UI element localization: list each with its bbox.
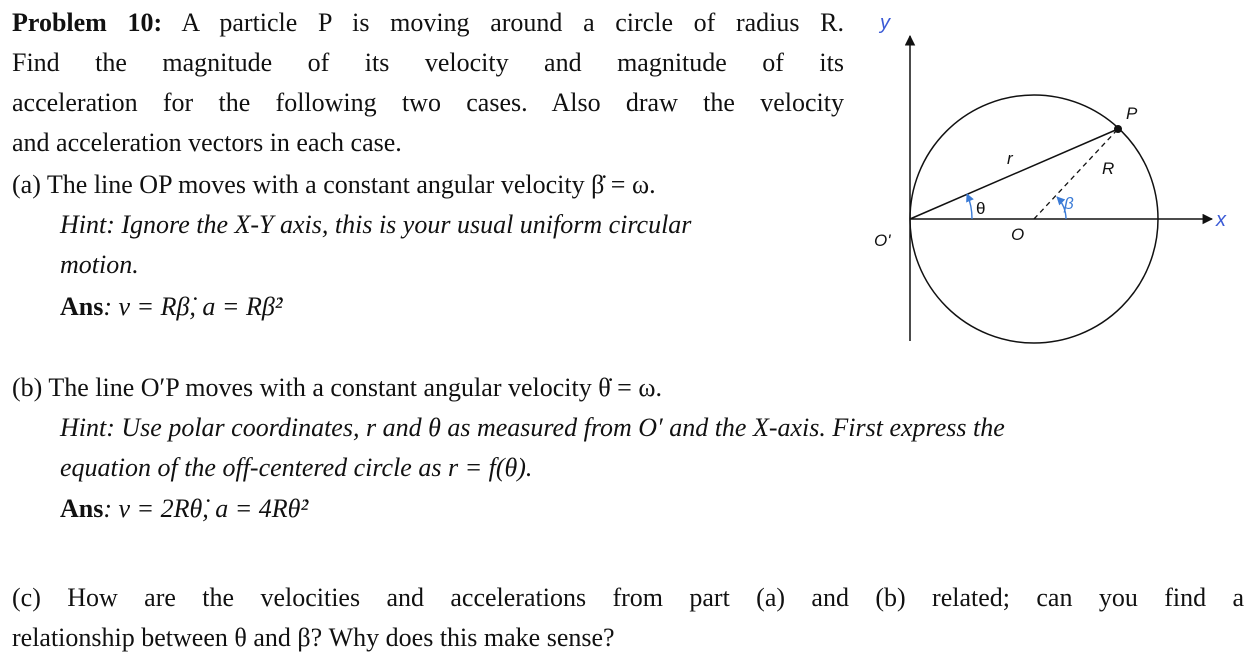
- part-a-hint-cont: motion.: [60, 250, 139, 279]
- circle-diagram: [866, 6, 1236, 351]
- line-o-prime-p: [910, 129, 1118, 219]
- part-c-question-line-1: (c) How are the velocities and accelerations from part (a) and (b) related; can you find a: [12, 583, 1245, 612]
- r-label: r: [1007, 149, 1013, 168]
- part-b-answer: Ans: v = 2Rθ̇, a = 4Rθ̇²: [60, 494, 309, 523]
- theta-label: θ: [976, 199, 986, 218]
- problem-heading: Problem 10:: [12, 8, 163, 37]
- center-o-label: O: [1011, 225, 1025, 244]
- y-axis-label: y: [880, 12, 890, 34]
- beta-label: β: [1064, 194, 1074, 213]
- part-c-label: (c): [12, 583, 41, 612]
- part-b-label: (b): [12, 373, 43, 402]
- problem-intro-line-3: acceleration for the following two cases. Also draw the velocity: [12, 88, 844, 117]
- part-b-hint: Hint: Use polar coordinates, r and θ as measured from O′ and the X-axis. First express the: [60, 413, 1005, 442]
- part-a-statement: (a) The line OP moves with a constant angular velocity β̇ = ω.: [12, 170, 656, 199]
- point-p: [1114, 125, 1122, 133]
- theta-arc: [967, 194, 972, 219]
- part-b-hint-cont: equation of the off-centered circle as r = f(θ).: [60, 453, 533, 482]
- part-a-answer: Ans: v = Rβ̇, a = Rβ̇²: [60, 292, 283, 321]
- origin-o-prime-label: O': [874, 231, 891, 250]
- x-axis-label: x: [1216, 209, 1226, 231]
- problem-intro-line-4: and acceleration vectors in each case.: [12, 128, 402, 157]
- point-p-label: P: [1126, 104, 1138, 123]
- part-b-ans-label: Ans: [60, 494, 104, 523]
- part-c-question-line-2: relationship between θ and β? Why does this make sense?: [12, 623, 615, 652]
- radius-r-label: R: [1102, 159, 1115, 178]
- problem-intro-line-1: Problem 10: A particle P is moving around a circle of radius R.: [12, 8, 844, 37]
- part-b-statement: (b) The line O′P moves with a constant angular velocity θ̇ = ω.: [12, 373, 662, 402]
- part-a-hint: Hint: Ignore the X-Y axis, this is your usual uniform circular: [60, 210, 692, 239]
- part-a-label: (a): [12, 170, 41, 199]
- problem-intro-line-2: Find the magnitude of its velocity and magnitude of its: [12, 48, 844, 77]
- part-a-ans-label: Ans: [60, 292, 104, 321]
